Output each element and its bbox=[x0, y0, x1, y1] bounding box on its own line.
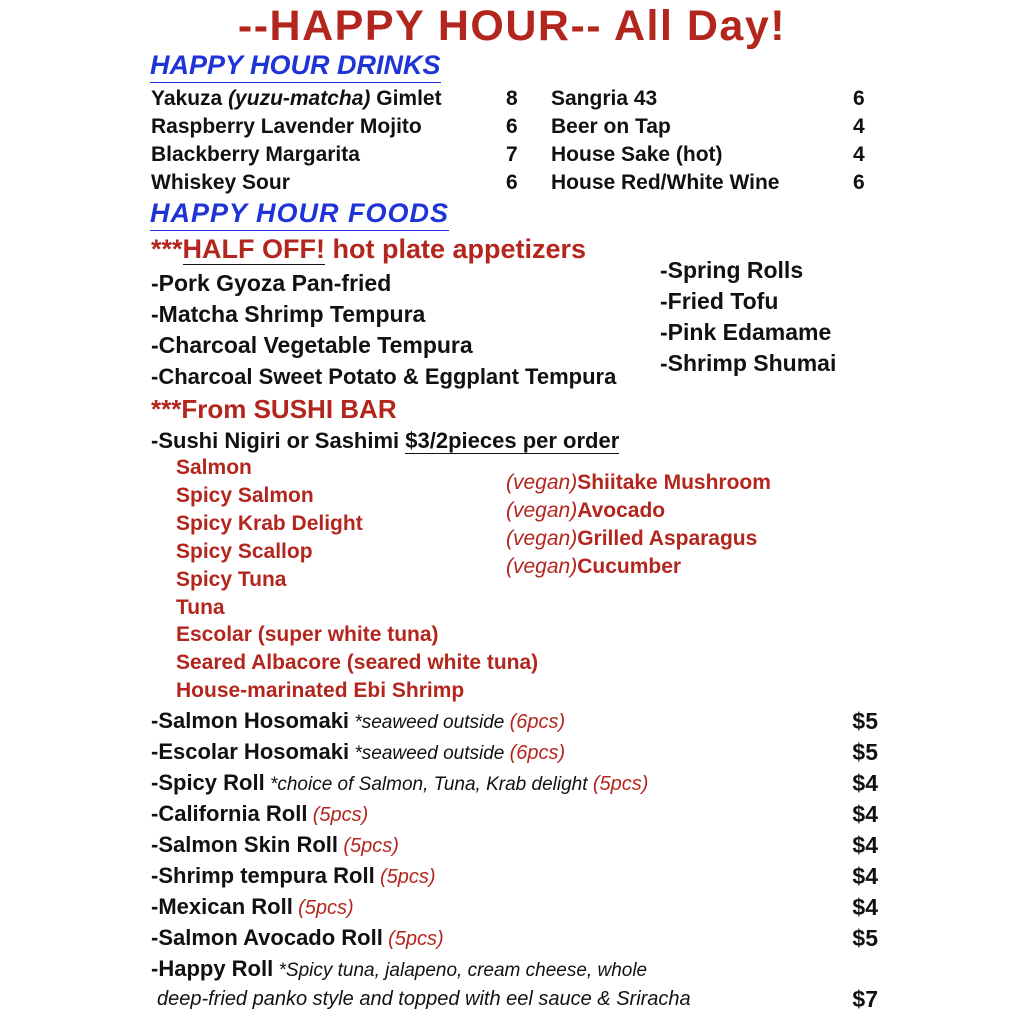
roll-item: -Salmon Avocado Roll (5pcs) bbox=[151, 925, 444, 950]
foods-heading: HAPPY HOUR FOODS bbox=[150, 198, 449, 231]
drink-item: Raspberry Lavender Mojito bbox=[151, 115, 422, 138]
drink-price: 6 bbox=[853, 171, 865, 194]
fish-item: Tuna bbox=[176, 596, 225, 619]
drink-price: 6 bbox=[853, 87, 865, 110]
drink-price: 6 bbox=[506, 115, 518, 138]
half-off-heading: ***HALF OFF! hot plate appetizers bbox=[151, 234, 587, 264]
fish-item: Spicy Tuna bbox=[176, 568, 287, 591]
sushi-bar-heading: ***From SUSHI BAR bbox=[151, 394, 397, 424]
appetizer-item: -Fried Tofu bbox=[660, 288, 779, 314]
roll-price: $5 bbox=[852, 708, 878, 734]
appetizer-item: -Shrimp Shumai bbox=[660, 350, 837, 376]
roll-price: $4 bbox=[852, 894, 878, 920]
fish-item: Spicy Scallop bbox=[176, 540, 313, 563]
roll-price: $4 bbox=[852, 832, 878, 858]
appetizer-item: -Spring Rolls bbox=[660, 257, 804, 283]
roll-price: $5 bbox=[852, 925, 878, 951]
roll-item: -Salmon Hosomaki *seaweed outside (6pcs) bbox=[151, 708, 566, 733]
fish-item: Spicy Salmon bbox=[176, 484, 314, 507]
roll-price: $7 bbox=[852, 986, 878, 1012]
vegan-item: (vegan)Grilled Asparagus bbox=[506, 527, 758, 550]
roll-item: -California Roll (5pcs) bbox=[151, 801, 369, 826]
drink-item: Whiskey Sour bbox=[151, 171, 290, 194]
drink-item: House Sake (hot) bbox=[551, 143, 723, 166]
appetizer-item: -Pink Edamame bbox=[660, 319, 832, 345]
roll-price: $4 bbox=[852, 863, 878, 889]
drink-price: 4 bbox=[853, 115, 865, 138]
fish-item: House-marinated Ebi Shrimp bbox=[176, 679, 465, 702]
appetizer-item: -Charcoal Sweet Potato & Eggplant Tempura bbox=[151, 364, 617, 389]
drink-item: Sangria 43 bbox=[551, 87, 658, 110]
roll-price: $4 bbox=[852, 801, 878, 827]
roll-price: $4 bbox=[852, 770, 878, 796]
vegan-item: (vegan)Cucumber bbox=[506, 555, 682, 578]
drink-price: 4 bbox=[853, 143, 865, 166]
fish-item: Escolar (super white tuna) bbox=[176, 623, 439, 646]
roll-price: $5 bbox=[852, 739, 878, 765]
drink-item: House Red/White Wine bbox=[551, 171, 780, 194]
roll-item: -Mexican Roll (5pcs) bbox=[151, 894, 354, 919]
fish-item: Seared Albacore (seared white tuna) bbox=[176, 651, 539, 674]
page-title: --HAPPY HOUR-- All Day! bbox=[237, 2, 787, 50]
appetizer-item: -Pork Gyoza Pan-fried bbox=[151, 270, 392, 296]
roll-item: -Shrimp tempura Roll (5pcs) bbox=[151, 863, 436, 888]
happy-roll-item: -Happy Roll *Spicy tuna, jalapeno, cream cheese, whole bbox=[151, 956, 648, 981]
fish-item: Spicy Krab Delight bbox=[176, 512, 363, 535]
drink-price: 8 bbox=[506, 87, 518, 110]
appetizer-item: -Charcoal Vegetable Tempura bbox=[151, 332, 473, 358]
roll-item: -Escolar Hosomaki *seaweed outside (6pcs) bbox=[151, 739, 566, 764]
drink-item: Beer on Tap bbox=[551, 115, 671, 138]
fish-item: Salmon bbox=[176, 456, 252, 479]
drink-item: Blackberry Margarita bbox=[151, 143, 360, 166]
vegan-item: (vegan)Avocado bbox=[506, 499, 666, 522]
roll-item: -Spicy Roll *choice of Salmon, Tuna, Krab delight (5pcs) bbox=[151, 770, 649, 795]
appetizer-item: -Matcha Shrimp Tempura bbox=[151, 301, 426, 327]
vegan-item: (vegan)Shiitake Mushroom bbox=[506, 471, 771, 494]
drinks-heading: HAPPY HOUR DRINKS bbox=[150, 50, 441, 83]
roll-item: -Salmon Skin Roll (5pcs) bbox=[151, 832, 399, 857]
drink-item: Yakuza (yuzu-matcha) Gimlet bbox=[151, 87, 442, 110]
drink-price: 7 bbox=[506, 143, 518, 166]
drink-price: 6 bbox=[506, 171, 518, 194]
happy-roll-description: deep-fried panko style and topped with eel sauce & Sriracha bbox=[157, 988, 691, 1010]
sushi-nigiri-line: -Sushi Nigiri or Sashimi $3/2pieces per order bbox=[151, 428, 620, 453]
